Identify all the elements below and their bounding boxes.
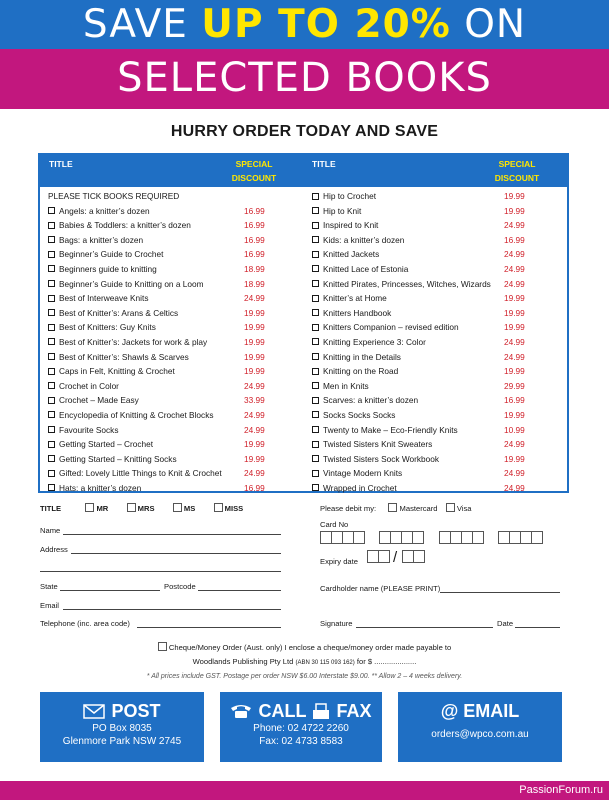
book-row — [48, 423, 310, 438]
book-column-right — [312, 189, 564, 495]
book-price: 19.99 — [244, 439, 265, 450]
tick-instruction: PLEASE TICK BOOKS REQUIRED — [48, 191, 180, 201]
phone-number: Phone: 02 4722 2260 — [253, 723, 349, 734]
book-title: Hip to Knit — [323, 205, 362, 216]
book-title: Best of Interweave Knits — [59, 293, 149, 304]
footer-bar — [0, 781, 609, 800]
ms-checkbox[interactable] — [173, 503, 182, 512]
book-checkbox[interactable] — [312, 455, 319, 462]
email-box — [398, 692, 562, 762]
book-price: 24.99 — [504, 220, 525, 231]
mrs-checkbox[interactable] — [127, 503, 136, 512]
book-row — [312, 452, 564, 467]
book-row — [312, 408, 564, 423]
book-title: Caps in Felt, Knitting & Crochet — [59, 366, 175, 377]
book-row — [312, 423, 564, 438]
book-title: Best of Knitter’s: Jackets for work & play — [59, 336, 208, 347]
book-title: Socks Socks Socks — [323, 409, 396, 420]
book-title: Beginners guide to knitting — [59, 263, 157, 274]
book-checkbox[interactable] — [48, 295, 55, 302]
email-field[interactable] — [63, 609, 281, 610]
envelope-icon — [83, 704, 105, 719]
book-checkbox[interactable] — [312, 324, 319, 331]
book-row — [48, 364, 310, 379]
cheque-option: Cheque/Money Order (Aust. only) I enclose a cheque/money order made payable to — [0, 642, 609, 653]
book-checkbox[interactable] — [312, 353, 319, 360]
book-price: 19.99 — [244, 351, 265, 362]
book-price: 16.99 — [244, 482, 265, 493]
book-price: 29.99 — [504, 380, 525, 391]
book-title: Kids: a knitter’s dozen — [323, 234, 405, 245]
book-title: Vintage Modern Knits — [323, 468, 403, 479]
miss-checkbox[interactable] — [214, 503, 223, 512]
book-row — [312, 379, 564, 394]
cheque-checkbox[interactable] — [158, 642, 167, 651]
cardholder-label: Cardholder name (PLEASE PRINT) — [320, 584, 441, 593]
book-row — [48, 320, 310, 335]
book-checkbox[interactable] — [312, 411, 319, 418]
book-price: 33.99 — [244, 395, 265, 406]
book-checkbox[interactable] — [312, 426, 319, 433]
address-field[interactable] — [71, 553, 281, 554]
book-price: 18.99 — [244, 263, 265, 274]
book-checkbox[interactable] — [48, 265, 55, 272]
book-checkbox[interactable] — [48, 426, 55, 433]
book-order-table — [38, 153, 569, 493]
email-address[interactable]: orders@wpco.com.au — [431, 729, 529, 740]
banner-top — [0, 0, 609, 49]
book-title: Inspired to Knit — [323, 220, 379, 231]
book-checkbox[interactable] — [312, 382, 319, 389]
book-checkbox[interactable] — [48, 222, 55, 229]
book-price: 10.99 — [504, 424, 525, 435]
book-title: Knitting Experience 3: Color — [323, 336, 426, 347]
book-checkbox[interactable] — [48, 470, 55, 477]
fax-number: Fax: 02 4733 8583 — [259, 736, 343, 747]
book-checkbox[interactable] — [312, 338, 319, 345]
book-row — [312, 466, 564, 481]
book-price: 19.99 — [244, 336, 265, 347]
table-header — [40, 155, 567, 187]
book-title: Knitters Handbook — [323, 307, 392, 318]
book-title: Twisted Sisters Knit Sweaters — [323, 439, 433, 450]
cardholder-field[interactable] — [440, 592, 560, 593]
telephone-field[interactable] — [137, 627, 281, 628]
visa-checkbox[interactable] — [446, 503, 455, 512]
expiry-label: Expiry date — [320, 557, 358, 566]
book-row — [48, 247, 310, 262]
book-checkbox[interactable] — [48, 368, 55, 375]
book-row — [312, 218, 564, 233]
signature-label: Signature — [320, 619, 353, 628]
book-checkbox[interactable] — [312, 222, 319, 229]
book-checkbox[interactable] — [48, 411, 55, 418]
book-title: Knitting on the Road — [323, 366, 399, 377]
call-fax-box — [220, 692, 382, 762]
book-title: Men in Knits — [323, 380, 369, 391]
state-field[interactable] — [60, 590, 160, 591]
book-title: Knitters Companion – revised edition — [323, 322, 459, 333]
book-title: Best of Knitters: Guy Knits — [59, 322, 156, 333]
book-row — [312, 277, 564, 292]
book-title: Angels: a knitter’s dozen — [59, 205, 150, 216]
book-price: 19.99 — [244, 366, 265, 377]
book-price: 19.99 — [244, 453, 265, 464]
book-row — [48, 452, 310, 467]
card-number-group-4[interactable] — [498, 531, 542, 544]
expiry-slash: / — [393, 549, 398, 566]
book-checkbox[interactable] — [48, 338, 55, 345]
signature-field[interactable] — [356, 627, 493, 628]
banner-line-2: SELECTED BOOKS — [117, 55, 492, 101]
book-checkbox[interactable] — [312, 470, 319, 477]
book-checkbox[interactable] — [48, 207, 55, 214]
book-price: 19.99 — [504, 366, 525, 377]
book-price: 16.99 — [244, 234, 265, 245]
banner-highlight: UP TO 20% — [201, 2, 451, 47]
book-price: 16.99 — [244, 220, 265, 231]
book-price: 24.99 — [504, 351, 525, 362]
book-price: 16.99 — [504, 395, 525, 406]
book-price: 16.99 — [504, 234, 525, 245]
book-price: 24.99 — [244, 468, 265, 479]
book-row — [48, 466, 310, 481]
discount-header-left: DISCOUNT — [231, 173, 277, 183]
book-checkbox[interactable] — [312, 441, 319, 448]
email-title: @ EMAIL — [440, 701, 520, 721]
book-price: 18.99 — [244, 278, 265, 289]
special-header-left: SPECIAL — [235, 159, 273, 169]
book-checkbox[interactable] — [312, 295, 319, 302]
book-checkbox[interactable] — [48, 397, 55, 404]
book-checkbox[interactable] — [48, 324, 55, 331]
book-checkbox[interactable] — [312, 236, 319, 243]
book-title: Babies & Toddlers: a knitter’s dozen — [59, 220, 191, 231]
book-column-left — [48, 189, 310, 495]
call-title: CALL — [258, 701, 307, 721]
book-checkbox[interactable] — [48, 441, 55, 448]
book-title: Favourite Socks — [59, 424, 119, 435]
book-price: 24.99 — [504, 482, 525, 493]
book-title: Knitting in the Details — [323, 351, 401, 362]
book-row — [312, 306, 564, 321]
book-checkbox[interactable] — [48, 280, 55, 287]
book-row — [312, 262, 564, 277]
book-checkbox[interactable] — [48, 251, 55, 258]
book-title: Getting Started – Crochet — [59, 439, 154, 450]
book-title: Knitted Jackets — [323, 249, 380, 260]
book-title: Getting Started – Knitting Socks — [59, 453, 177, 464]
book-checkbox[interactable] — [48, 236, 55, 243]
book-price: 24.99 — [504, 278, 525, 289]
book-row — [48, 379, 310, 394]
book-row — [48, 350, 310, 365]
book-checkbox[interactable] — [312, 207, 319, 214]
book-checkbox[interactable] — [312, 280, 319, 287]
book-title: Gifted: Lovely Little Things to Knit & Crochet — [59, 468, 222, 479]
delivery-note: * All prices include GST. Postage per order NSW $6.00 Interstate $9.00. ** Allow 2 – 4 weeks delivery. — [146, 673, 463, 680]
book-row — [48, 393, 310, 408]
book-price: 19.99 — [504, 307, 525, 318]
address-field-line-2[interactable] — [40, 571, 281, 572]
book-checkbox[interactable] — [312, 193, 319, 200]
watermark: PassionForum.ru — [519, 784, 603, 796]
book-checkbox[interactable] — [48, 484, 55, 491]
book-price: 19.99 — [504, 293, 525, 304]
book-checkbox[interactable] — [48, 382, 55, 389]
book-row — [312, 481, 564, 496]
book-row — [48, 218, 310, 233]
book-row — [48, 437, 310, 452]
title-header-left: TITLE — [49, 159, 73, 169]
book-title: Hats: a knitter’s dozen — [59, 482, 142, 493]
book-row — [312, 291, 564, 306]
book-row — [312, 335, 564, 350]
book-checkbox[interactable] — [312, 251, 319, 258]
post-box — [40, 692, 204, 762]
post-line-2: Glenmore Park NSW 2745 — [62, 736, 182, 747]
card-number-group-3[interactable] — [439, 531, 483, 544]
fax-icon — [312, 703, 330, 720]
special-header-right: SPECIAL — [498, 159, 536, 169]
name-field[interactable] — [63, 534, 281, 535]
book-row — [48, 204, 310, 219]
headline: HURRY ORDER TODAY AND SAVE — [170, 123, 439, 140]
book-row — [48, 335, 310, 350]
book-price: 24.99 — [504, 263, 525, 274]
book-title: Best of Knitter’s: Shawls & Scarves — [59, 351, 189, 362]
payee-line: Woodlands Publishing Pty Ltd (ABN 30 115 093 162) for $ .................... — [192, 657, 417, 666]
book-row — [48, 262, 310, 277]
book-row — [312, 393, 564, 408]
book-title: Best of Knitter’s: Arans & Celtics — [59, 307, 179, 318]
card-number-group-1[interactable] — [320, 531, 364, 544]
book-checkbox[interactable] — [312, 484, 319, 491]
book-price: 24.99 — [244, 380, 265, 391]
book-title: Knitted Lace of Estonia — [323, 263, 409, 274]
book-row — [312, 364, 564, 379]
title-header-right: TITLE — [312, 159, 336, 169]
book-row — [312, 350, 564, 365]
book-title: Knitted Pirates, Princesses, Witches, Wizards — [323, 278, 491, 289]
book-title: Twenty to Make – Eco-Friendly Knits — [323, 424, 458, 435]
book-title: Twisted Sisters Sock Workbook — [323, 453, 440, 464]
date-field[interactable] — [515, 627, 560, 628]
book-title: Scarves: a knitter’s dozen — [323, 395, 419, 406]
book-row — [312, 204, 564, 219]
book-price: 24.99 — [244, 409, 265, 420]
book-title: Beginner’s Guide to Knitting on a Loom — [59, 278, 204, 289]
book-title: Crochet – Made Easy — [59, 395, 139, 406]
telephone-label: Telephone (inc. area code) — [40, 619, 130, 628]
book-checkbox[interactable] — [312, 309, 319, 316]
book-price: 24.99 — [244, 424, 265, 435]
book-title: Beginner’s Guide to Crochet — [59, 249, 164, 260]
book-price: 24.99 — [504, 468, 525, 479]
address-label: Address — [40, 545, 68, 554]
book-price: 24.99 — [244, 293, 265, 304]
book-row — [48, 291, 310, 306]
book-price: 16.99 — [244, 249, 265, 260]
mastercard-checkbox[interactable] — [388, 503, 397, 512]
book-row — [48, 277, 310, 292]
book-checkbox[interactable] — [48, 309, 55, 316]
book-price: 19.99 — [504, 191, 525, 201]
book-price: 16.99 — [244, 205, 265, 216]
date-label: Date — [497, 619, 514, 628]
book-row — [48, 233, 310, 248]
state-label: State — [40, 582, 58, 591]
book-price: 19.99 — [244, 322, 265, 333]
book-price: 24.99 — [504, 336, 525, 347]
post-title: POST — [111, 701, 161, 721]
phone-icon — [230, 703, 252, 719]
book-checkbox[interactable] — [312, 265, 319, 272]
book-price: 19.99 — [504, 409, 525, 420]
book-title: Wrapped in Crochet — [323, 482, 397, 493]
book-row — [312, 437, 564, 452]
book-price: 19.99 — [504, 322, 525, 333]
name-label: Name — [40, 526, 61, 535]
payment-method: Please debit my: Mastercard Visa — [320, 504, 472, 513]
book-title: Encyclopedia of Knitting & Crochet Blocks — [59, 409, 214, 420]
book-title: Hip to Crochet — [323, 191, 377, 201]
book-checkbox[interactable] — [312, 368, 319, 375]
title-selector: TITLE MR MRS MS MISS — [40, 504, 244, 513]
post-line-1: PO Box 8035 — [92, 723, 152, 734]
book-checkbox[interactable] — [48, 353, 55, 360]
book-checkbox[interactable] — [48, 455, 55, 462]
book-price: 19.99 — [504, 453, 525, 464]
postcode-label: Postcode — [164, 582, 196, 591]
postcode-field[interactable] — [198, 590, 281, 591]
book-row — [48, 408, 310, 423]
card-number-group-2[interactable] — [379, 531, 423, 544]
expiry-month[interactable] — [367, 550, 389, 563]
book-price: 24.99 — [504, 439, 525, 450]
book-row — [312, 320, 564, 335]
book-row — [48, 481, 310, 496]
banner-line-1: SAVE UP TO 20% ON — [82, 2, 527, 47]
book-row — [312, 233, 564, 248]
book-row — [312, 189, 564, 204]
book-price: 19.99 — [244, 307, 265, 318]
banner-bottom — [0, 49, 609, 109]
book-title: Knitter’s at Home — [323, 293, 387, 304]
book-title: Bags: a knitter’s dozen — [59, 234, 144, 245]
book-checkbox[interactable] — [312, 397, 319, 404]
fax-title: FAX — [336, 701, 372, 721]
discount-header-right: DISCOUNT — [494, 173, 540, 183]
expiry-year[interactable] — [402, 550, 424, 563]
email-label: Email — [40, 601, 59, 610]
book-title: Crochet in Color — [59, 380, 119, 391]
mr-checkbox[interactable] — [85, 503, 94, 512]
card-number-label: Card No — [320, 520, 349, 529]
book-row — [312, 247, 564, 262]
book-row — [48, 306, 310, 321]
book-price: 24.99 — [504, 249, 525, 260]
book-price: 19.99 — [504, 205, 525, 216]
